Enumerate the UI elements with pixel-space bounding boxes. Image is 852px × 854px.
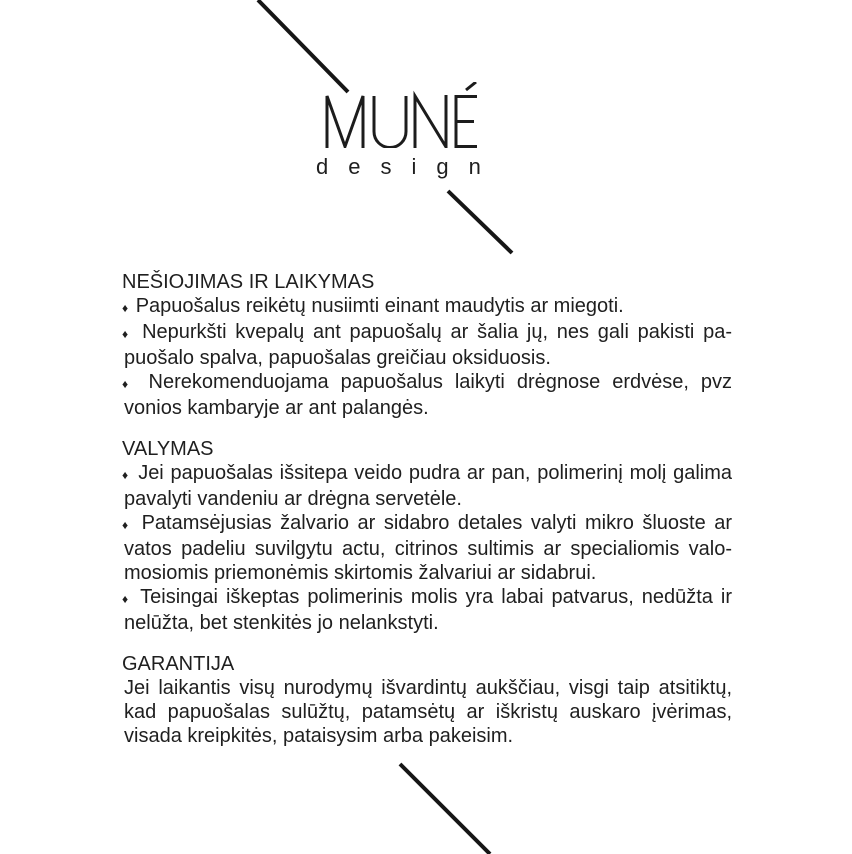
line-text: puošalo spalva, papuošalas greičiau oksiduosis. [124, 347, 551, 369]
line-text: mosiomis priemonėmis skirtomis žalvariui ar sidabrui. [124, 562, 597, 584]
line-text: Jei laikantis visų nurodymų išvardintų aukščiau, visgi taip atsitiktų, [124, 677, 732, 699]
line-text: pavalyti vandeniu ar drėgna servetėle. [124, 488, 462, 510]
list-item-line [122, 294, 732, 320]
bullet-icon: ♦ [122, 377, 135, 391]
list-item-line [122, 611, 732, 635]
line-text: vonios kambaryje ar ant palangės. [124, 397, 429, 419]
diagonal-line-bottom [400, 764, 490, 854]
line-text: nelūžta, bet stenkitės jo nelankstyti. [124, 612, 439, 634]
line-text: Papuošalus reikėtų nusiimti einant maudytis ar miegoti. [135, 295, 624, 317]
paragraph-line [122, 724, 732, 748]
brand-wordmark [325, 82, 477, 148]
line-text: Nepurkšti kvepalų ant papuošalų ar šalia jų, nes gali pakisti pa- [142, 321, 732, 343]
list-item-line [122, 461, 732, 487]
paragraph-line [122, 700, 732, 724]
line-text: Nerekomenduojama papuošalus laikyti drėgnose erdvėse, pvz [148, 371, 732, 393]
bullet-icon: ♦ [122, 468, 130, 482]
letter-u [374, 96, 406, 148]
bullet-icon: ♦ [122, 301, 129, 315]
line-text: Jei papuošalas išsitepa veido pudra ar pan, polimerinį molį galima [138, 462, 732, 484]
section-title: GARANTIJA [122, 653, 235, 675]
section-cleaning [122, 437, 732, 635]
bullet-icon: ♦ [122, 327, 132, 341]
list-item-line [122, 561, 732, 585]
list-item-line [122, 585, 732, 611]
line-text: Teisingai iškeptas polimerinis molis yra labai patvarus, nedūžta ir [140, 586, 733, 608]
list-item-line [122, 370, 732, 396]
line-text: visada kreipkitės, pataisysim arba pakeisim. [124, 725, 514, 747]
section-title: VALYMAS [122, 438, 214, 460]
list-item-line [122, 396, 732, 420]
list-item-line [122, 346, 732, 370]
bullet-icon: ♦ [122, 592, 131, 606]
brand-subtitle: design [316, 154, 501, 179]
list-item-line [122, 537, 732, 561]
list-item-line [122, 511, 732, 537]
letter-m [327, 96, 363, 148]
bullet-icon: ♦ [122, 518, 132, 532]
line-text: kad papuošalas sulūžtų, patamsėtų ar iškristų auskaro įvėrimas, [124, 701, 732, 723]
letter-e [456, 95, 477, 148]
section-wearing-storage [122, 270, 732, 420]
list-item-line [122, 487, 732, 511]
list-item-line [122, 320, 732, 346]
care-instructions [122, 270, 732, 748]
line-text: vatos padeliu suvilgytu actu, citrinos sultimis ar specialiomis valo- [124, 538, 732, 560]
diagonal-line-top [258, 0, 348, 92]
acute-accent [466, 82, 476, 90]
letter-n [415, 95, 446, 148]
section-title: NEŠIOJIMAS IR LAIKYMAS [122, 271, 375, 293]
line-text: Patamsėjusias žalvario ar sidabro detales valyti mikro šluoste ar [141, 512, 733, 534]
diagonal-line-middle [448, 191, 512, 253]
paragraph-line [122, 676, 732, 700]
section-warranty [122, 652, 732, 748]
